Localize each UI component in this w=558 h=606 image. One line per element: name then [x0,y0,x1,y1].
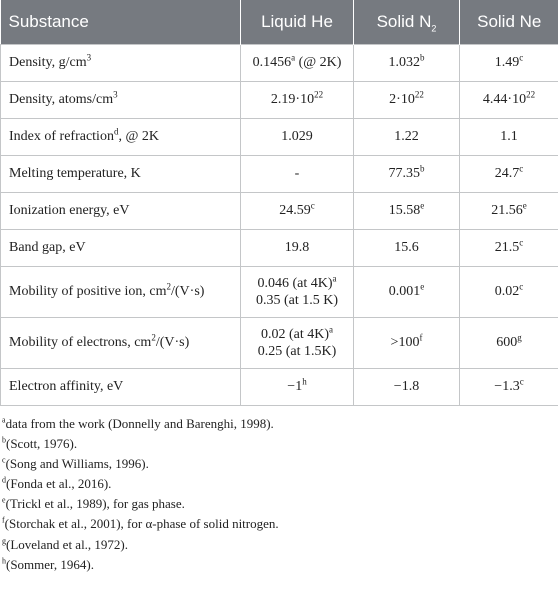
cell-value: 15.58 [388,203,421,218]
cell-liquid-he [241,156,354,193]
row-label [1,369,241,406]
footnote-text: data from the work (Donnelly and Barenghi, 1998). [5,416,274,431]
cell-footnote-mark: a [291,52,296,63]
footnotes [0,406,558,575]
row-label-sup: 3 [113,89,118,100]
cell-value: >100 [390,335,420,350]
cell-solid-ne [460,119,558,156]
footnote-mark: h [2,556,6,566]
cell-footnote-mark: a [329,324,334,335]
table-row [1,119,558,156]
cell-solid-ne [460,267,558,318]
footnote-mark: b [2,435,6,445]
cell-value: 1.49 [494,55,520,70]
row-label-text: Electron affinity, eV [9,379,124,394]
cell-value: 19.8 [284,240,310,255]
header-solid-n2 [354,0,460,45]
row-label-sup: 3 [86,52,92,63]
row-label [1,318,241,369]
cell-value: 0.1456 [252,55,292,70]
footnote [2,414,558,434]
table-row [1,45,558,82]
cell-value: 1.1 [500,129,518,144]
cell-value: 600 [496,335,518,350]
cell-value: 4.44·10 [482,92,527,107]
footnote-text: (Scott, 1976). [6,436,78,452]
table-row [1,193,558,230]
row-label-sup: 2 [166,281,171,292]
row-label-text: Ionization energy, eV [9,203,130,218]
cell-value: 24.7 [494,166,520,181]
cell-value: 0.02 (at 4K) [260,327,330,342]
cell-value: 15.6 [394,240,419,255]
cell-footnote-mark: b [420,163,425,174]
cell-liquid-he [241,45,354,82]
cell-solid-n2 [354,82,460,119]
footnote-mark: a [2,415,6,425]
cell-liquid-he [241,82,354,119]
cell-value: 1.032 [388,55,420,70]
row-label [1,193,241,230]
cell-footnote-mark: a [332,273,337,284]
cell-value: 2.19·10 [270,92,315,107]
table-row [1,82,558,119]
cell-value: - [294,166,300,181]
cell-footnote-mark: c [519,52,524,63]
footnote-mark: d [2,475,6,485]
header-substance: Substance [1,0,241,45]
footnote [2,454,558,474]
cell-liquid-he [241,318,354,369]
header-row [1,0,558,45]
cell-footnote-mark: e [522,200,527,211]
row-label-text: Density, atoms/cm [9,92,114,107]
cell-value-tail: (@ 2K) [295,55,342,70]
footnote-text: (Fonda et al., 2016). [6,476,112,492]
cell-exponent: 22 [414,89,424,100]
footnote-text: (Loveland et al., 1972). [6,536,129,552]
cell-line-1 [249,326,345,343]
cell-value: 1.029 [281,129,313,144]
cell-solid-n2 [354,193,460,230]
cell-line-2: 0.35 (at 1.5 K) [255,293,339,308]
row-label-text: Density, g/cm [9,55,87,70]
table-row [1,267,558,318]
row-label [1,267,241,318]
footnote-mark: g [2,536,6,546]
cell-liquid-he [241,267,354,318]
row-label-sup: 2 [151,332,156,343]
cell-solid-n2 [354,318,460,369]
cell-liquid-he [241,369,354,406]
cell-solid-ne [460,45,558,82]
cell-solid-ne [460,318,558,369]
footnote-text: (Sommer, 1964). [6,556,94,572]
cell-value: 0.001 [388,284,421,299]
cell-footnote-mark: c [519,281,524,292]
table-row [1,156,558,193]
header-solid-n2-subscript: 2 [431,23,437,34]
cell-liquid-he [241,193,354,230]
row-label [1,230,241,267]
footnote-text: (Storchak et al., 2001), for α-phase of solid nitrogen. [4,516,279,532]
header-solid-ne: Solid Ne [460,0,558,45]
header-liquid-he: Liquid He [241,0,354,45]
footnote [2,514,558,534]
footnote [2,494,558,514]
cell-footnote-mark: c [519,376,524,387]
row-label [1,119,241,156]
cell-value: 2·10 [389,92,415,107]
cell-value: 0.046 (at 4K) [257,276,333,291]
row-label-tail: /(V·s) [171,284,205,299]
cell-solid-ne [460,156,558,193]
cell-footnote-mark: h [302,376,307,387]
cell-footnote-mark: g [517,332,522,343]
table-row [1,369,558,406]
cell-liquid-he [241,230,354,267]
cell-solid-ne [460,193,558,230]
row-label-text: Mobility of positive ion, cm [9,284,167,299]
cell-value: −1.3 [494,379,520,394]
cell-value: 77.35 [388,166,420,181]
cell-solid-ne [460,230,558,267]
row-label-text: Index of refraction [9,129,114,144]
cell-solid-n2 [354,156,460,193]
footnote [2,474,558,494]
row-label-tail: , @ 2K [118,129,159,144]
cell-liquid-he [241,119,354,156]
row-label-text: Mobility of electrons, cm [9,335,152,350]
cell-line-1 [249,275,345,292]
cell-value: 0.02 [494,284,520,299]
cell-value: 21.5 [494,240,520,255]
cell-line-2: 0.25 (at 1.5K) [257,344,337,359]
footnote-text: (Trickl et al., 1989), for gas phase. [5,496,185,512]
table-header [1,0,558,45]
row-label [1,45,241,82]
row-label-tail: /(V·s) [155,335,190,350]
row-label [1,156,241,193]
cell-footnote-mark: c [310,200,315,211]
cell-solid-n2 [354,369,460,406]
footnote-mark: f [2,516,5,526]
cell-value: −1.8 [393,379,420,394]
cell-footnote-mark: c [519,237,524,248]
footnote [2,535,558,555]
cell-value: 24.59 [279,203,311,218]
cell-solid-ne [460,369,558,406]
footnote [2,555,558,575]
cell-solid-n2 [354,119,460,156]
row-label-sup: d [113,126,119,137]
cell-solid-n2 [354,230,460,267]
footnote-mark: c [2,455,6,465]
cell-value: −1 [287,379,303,394]
cell-footnote-mark: c [519,163,524,174]
header-solid-n2-base: Solid N [376,12,432,31]
footnote-text: (Song and Williams, 1996). [5,456,149,472]
cell-solid-n2 [354,267,460,318]
footnote [2,434,558,454]
table-body [1,45,558,406]
cell-footnote-mark: e [420,281,425,292]
row-label-text: Melting temperature, K [9,166,141,181]
row-label-text: Band gap, eV [9,240,86,255]
cell-footnote-mark: e [420,200,425,211]
cell-footnote-mark: f [419,332,423,343]
row-label [1,82,241,119]
table-row [1,230,558,267]
cell-exponent: 22 [314,89,324,100]
cell-exponent: 22 [526,89,536,100]
cell-value: 21.56 [491,203,523,218]
table-row [1,318,558,369]
cell-value: 1.22 [394,129,419,144]
footnote-mark: e [2,496,6,506]
cell-footnote-mark: b [420,52,425,63]
cell-solid-ne [460,82,558,119]
cell-solid-n2 [354,45,460,82]
